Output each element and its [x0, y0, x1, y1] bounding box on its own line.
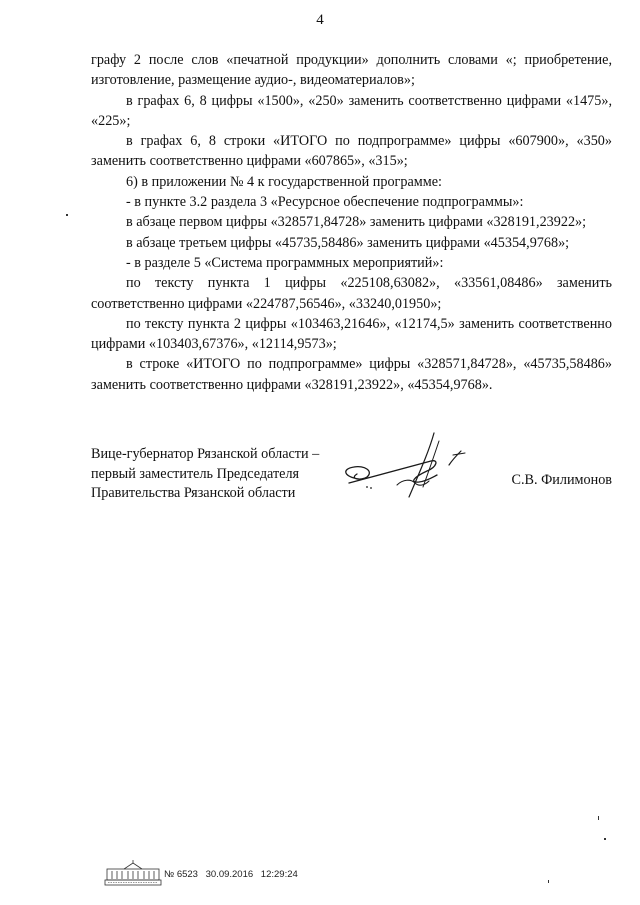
- signer-name: С.В. Филимонов: [511, 472, 612, 488]
- signer-title-line-2: первый заместитель Председателя: [91, 465, 300, 482]
- paragraph-3: в графах 6, 8 строки «ИТОГО по подпрограмме» цифры «607900», «350» заменить соответственно цифрами «607865», «315»;: [91, 133, 612, 170]
- registration-reference: [164, 869, 303, 880]
- page-number: 4: [316, 12, 324, 28]
- paragraph-9: по тексту пункта 1 цифры «225108,63082», «33561,08486» заменить соответственно цифрами «224787,56546», «33240,01950»;: [91, 275, 612, 312]
- handwritten-signature: [319, 427, 469, 507]
- paragraph-6: в абзаце первом цифры «328571,84728» заменить цифрами «328191,23922»;: [126, 214, 587, 231]
- document-body: [91, 50, 612, 395]
- registration-date: 30.09.2016: [205, 869, 254, 880]
- paragraph-4: 6) в приложении № 4 к государственной программе:: [126, 173, 442, 190]
- paragraph-7: в абзаце третьем цифры «45735,58486» заменить цифрами «45354,9768»;: [126, 234, 570, 251]
- paragraph-8: - в разделе 5 «Система программных мероприятий»:: [126, 254, 444, 271]
- signer-title-line-3: Правительства Рязанской области: [91, 485, 296, 501]
- paragraph-11: в строке «ИТОГО по подпрограмме» цифры «328571,84728», «45735,58486» заменить соответственно цифрами «328191,23922», «45354,9768».: [91, 356, 612, 393]
- paragraph-2: в графах 6, 8 цифры «1500», «250» заменить соответственно цифрами «1475», «225»;: [91, 92, 612, 129]
- building-stamp-icon: [104, 860, 162, 886]
- signer-title-line-1: Вице-губернатор Рязанской области –: [91, 446, 320, 462]
- scan-speck: [548, 880, 549, 883]
- scan-speck: [598, 816, 599, 820]
- paragraph-1: графу 2 после слов «печатной продукции» дополнить словами «; приобретение, изготовление, размещение аудио-, видеоматериалов»;: [91, 52, 612, 89]
- registration-number: № 6523: [164, 869, 198, 880]
- paragraph-10: по тексту пункта 2 цифры «103463,21646», «12174,5» заменить соответственно цифрами «103403,67376», «12114,9573»;: [91, 315, 612, 353]
- scan-speck: [604, 838, 606, 840]
- scan-speck: [66, 214, 68, 216]
- paragraph-5: - в пункте 3.2 раздела 3 «Ресурсное обеспечение подпрограммы»:: [126, 194, 524, 211]
- registration-time: 12:29:24: [260, 869, 298, 880]
- signature-block: [91, 445, 612, 505]
- signer-title: [91, 445, 319, 504]
